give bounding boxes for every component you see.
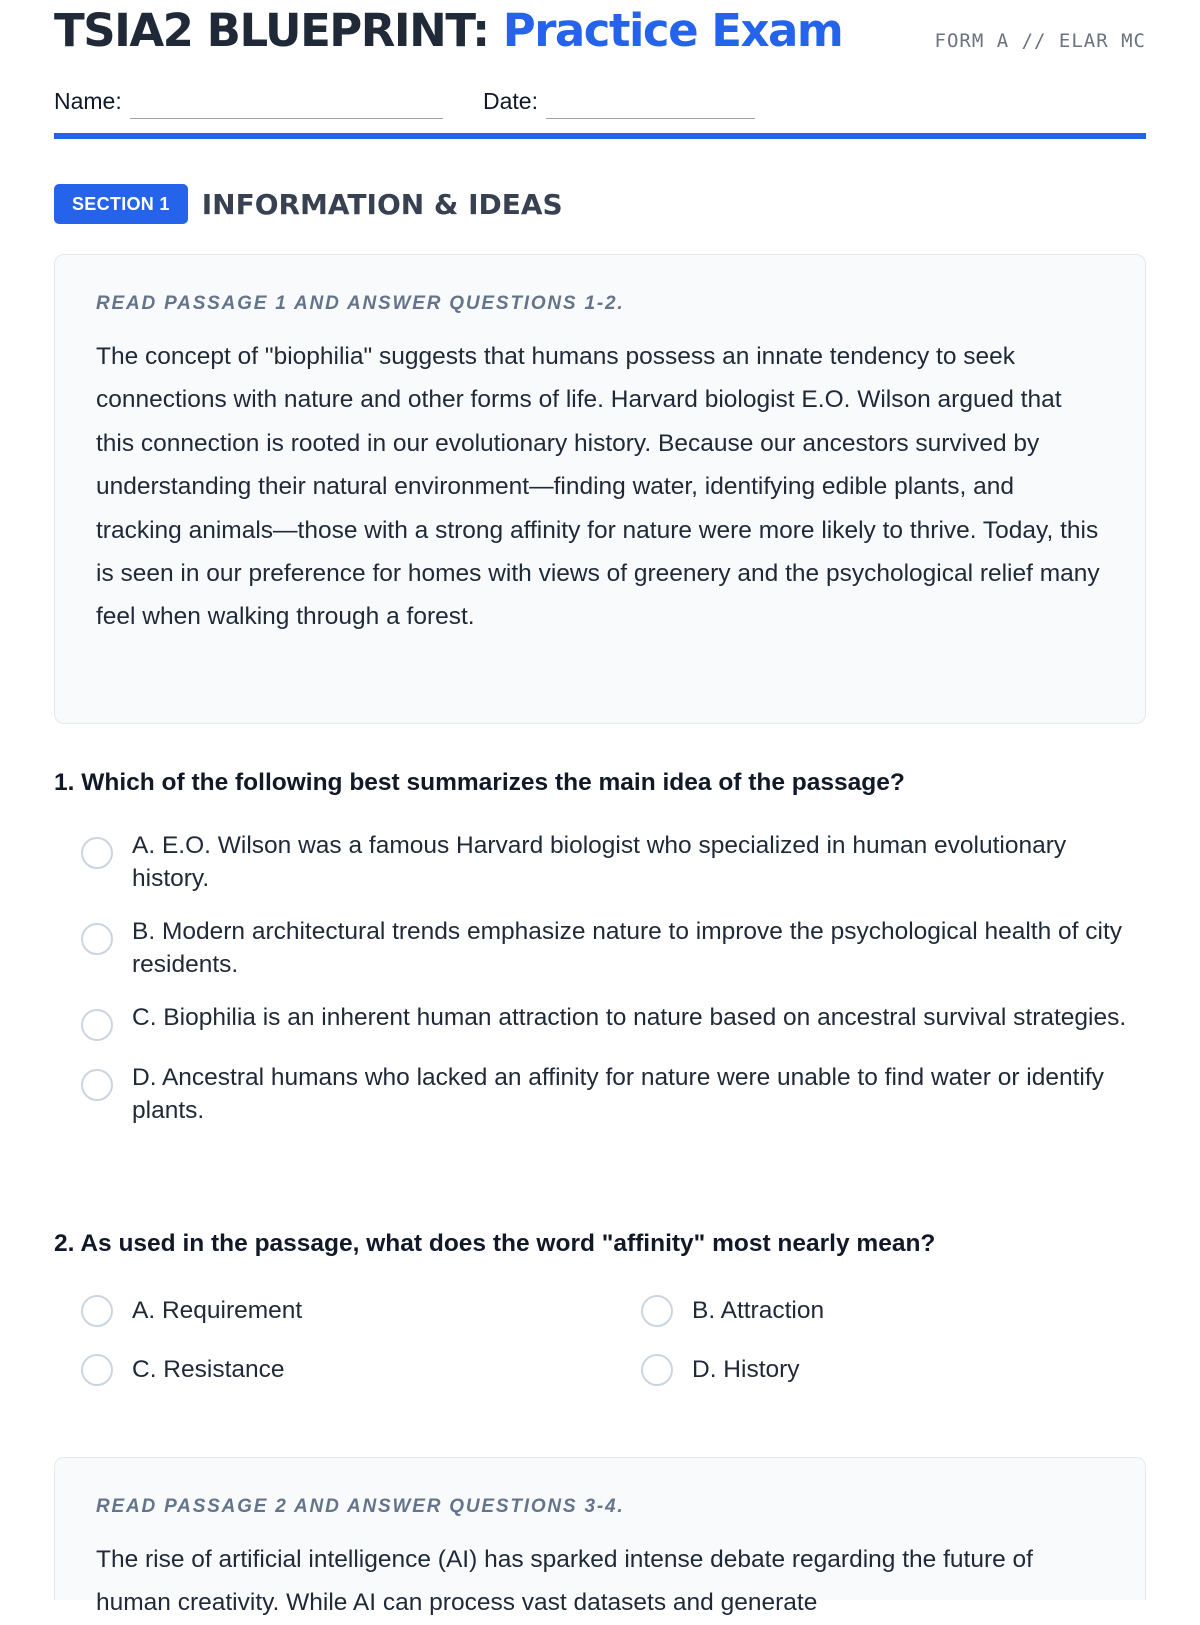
passage-1-card (54, 254, 1146, 724)
name-label: Name: (54, 88, 122, 114)
exam-header (54, 0, 1146, 141)
option-text: A. E.O. Wilson was a famous Harvard biologist who specialized in human evolutionary history. (132, 832, 1067, 892)
passage-2-text: The rise of artificial intelligence (AI) has sparked intense debate regarding the future of human creativity. While AI can process vast datasets and generate (96, 1546, 1033, 1617)
passage-1-instruction: READ PASSAGE 1 AND ANSWER QUESTIONS 1-2. (96, 293, 625, 314)
option-text: C. Resistance (132, 1356, 285, 1383)
radio-button[interactable] (81, 1295, 113, 1327)
question-2-stem: 2. As used in the passage, what does the word "affinity" most nearly mean? (54, 1230, 936, 1257)
radio-button[interactable] (81, 1354, 113, 1386)
passage-1-text: The concept of "biophilia" suggests that humans possess an innate tendency to seek connections with nature and other forms of life. Harvard biologist E.O. Wilson argued that this connection is rooted in our evolutionary history. Because our ancestors survived by understanding their natural environment—finding water, identifying edible plants, and tracking animals—those with a strong affinity for nature were more likely to thrive. Today, this is seen in our preference for homes with views of greenery and the psychological relief many feel when walking through a forest. (96, 343, 1100, 631)
question-1 (54, 769, 1146, 1127)
q2-option-d[interactable] (614, 1353, 1146, 1386)
section-heading (54, 184, 563, 224)
radio-button[interactable] (641, 1295, 673, 1327)
option-text: D. Ancestral humans who lacked an affinity for nature were unable to find water or identify plants. (132, 1064, 1104, 1124)
option-text: D. History (692, 1356, 800, 1383)
date-label: Date: (483, 88, 538, 114)
page-title (54, 4, 842, 57)
q2-option-c[interactable] (54, 1353, 614, 1386)
title-accent: Practice Exam (502, 4, 843, 57)
option-text: B. Attraction (692, 1297, 825, 1324)
q1-option-a[interactable] (54, 829, 1146, 895)
option-text: B. Modern architectural trends emphasize nature to improve the psychological health of city residents. (132, 918, 1123, 978)
name-input-line[interactable] (130, 88, 443, 119)
q1-option-b[interactable] (54, 915, 1146, 981)
exam-page (54, 0, 1146, 1617)
q2-option-b[interactable] (614, 1294, 1146, 1327)
option-text: C. Biophilia is an inherent human attraction to nature based on ancestral survival strategies. (132, 1004, 1127, 1031)
q2-option-a[interactable] (54, 1294, 614, 1327)
question-2 (54, 1230, 1146, 1386)
radio-button[interactable] (641, 1354, 673, 1386)
question-1-stem: 1. Which of the following best summarizes the main idea of the passage? (54, 769, 905, 796)
date-field (483, 88, 755, 119)
section-title: INFORMATION & IDEAS (201, 187, 563, 221)
section-badge: SECTION 1 (54, 184, 188, 224)
header-divider (54, 133, 1146, 139)
radio-button[interactable] (81, 837, 113, 869)
name-field (54, 88, 443, 119)
radio-button[interactable] (81, 1009, 113, 1041)
form-code: FORM A // ELAR MC (934, 30, 1146, 52)
passage-2-card (54, 1457, 1146, 1617)
option-text: A. Requirement (132, 1297, 303, 1324)
date-input-line[interactable] (546, 88, 755, 119)
passage-2-instruction: READ PASSAGE 2 AND ANSWER QUESTIONS 3-4. (96, 1496, 625, 1517)
q1-option-c[interactable] (54, 1001, 1146, 1041)
q1-option-d[interactable] (54, 1061, 1146, 1127)
radio-button[interactable] (81, 1069, 113, 1101)
radio-button[interactable] (81, 923, 113, 955)
title-main: TSIA2 BLUEPRINT: (54, 4, 489, 57)
